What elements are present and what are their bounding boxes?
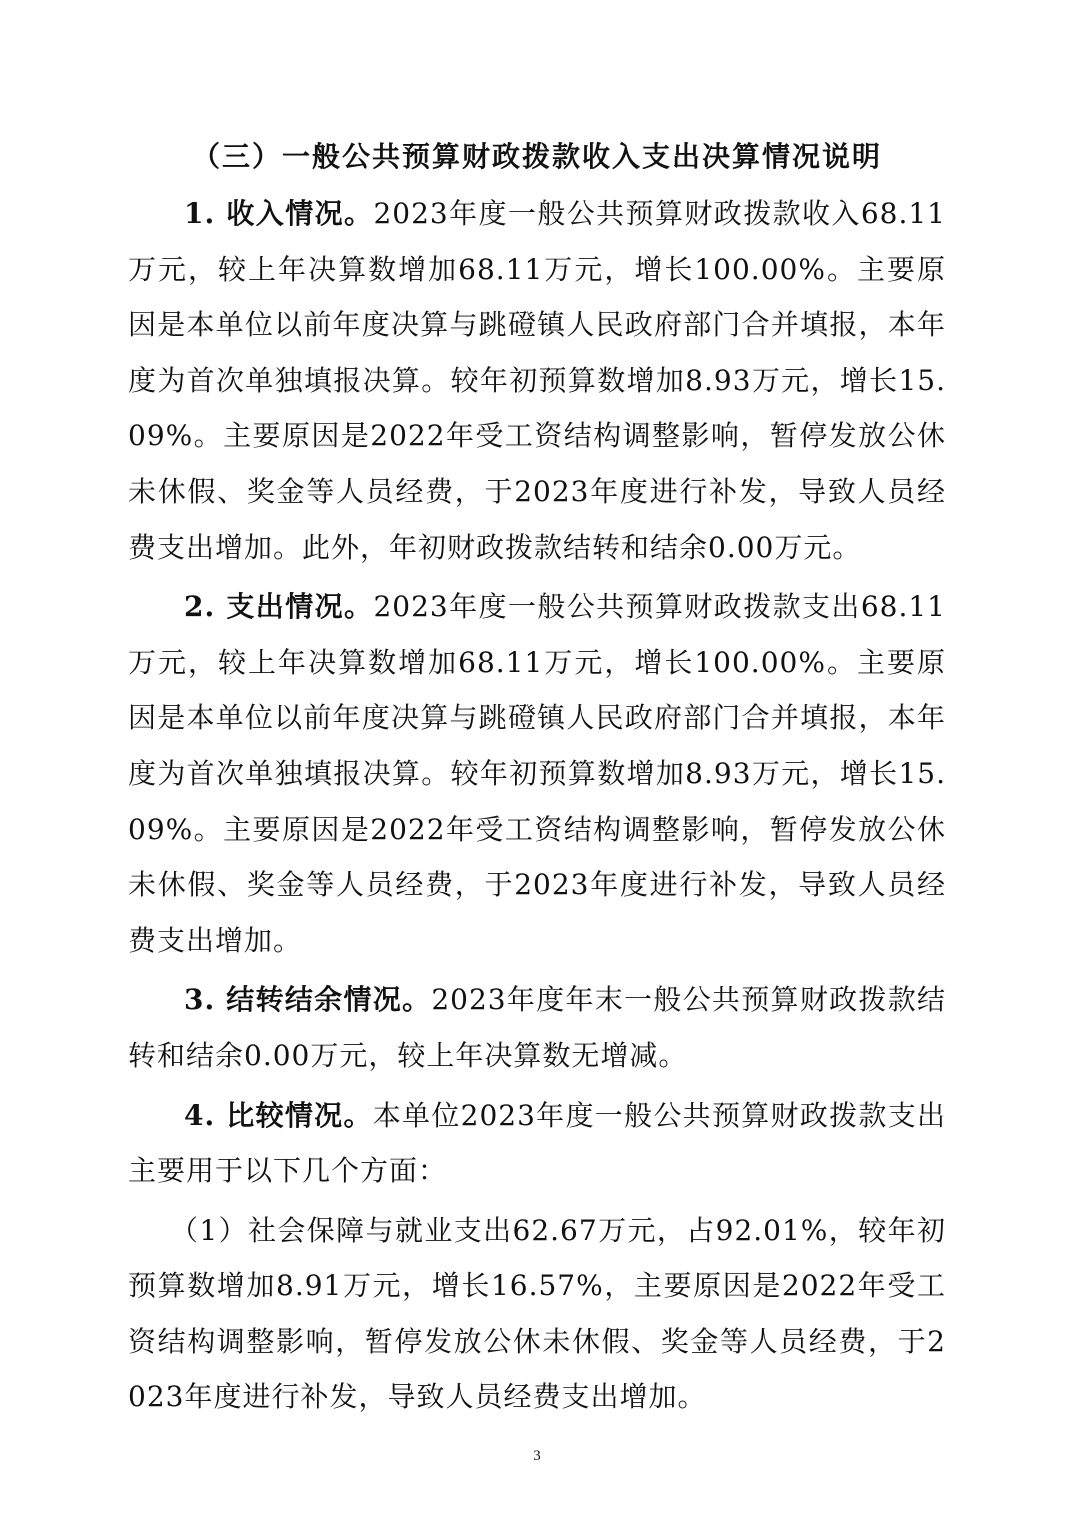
paragraph-body: 2023年度一般公共预算财政拨款收入68.11万元，较上年决算数增加68.11万元，增长100.00%。主要原因是本单位以前年度决算与跳磴镇人民政府部门合并填报，本年度为首次单独填报决算。较年初预算数增加8.93万元，增长15.09%。主要原因是2022年受工资结构调整影响，暂停发放公休未休假、奖金等人员经费，于2023年度进行补发，导致人员经费支出增加。此外，年初财政拨款结转和结余0.00万元。 [128, 197, 946, 564]
page-number: 3 [533, 1448, 541, 1464]
paragraph-income [128, 186, 946, 575]
paragraph-lead: 4. 比较情况。 [184, 1098, 373, 1132]
paragraph-body: 2023年度年末一般公共预算财政拨款结转和结余0.00万元，较上年决算数无增减。 [128, 983, 946, 1072]
paragraph-lead: 3. 结转结余情况。 [184, 983, 432, 1017]
paragraph-carryover [128, 972, 946, 1083]
paragraph-body: 2023年度一般公共预算财政拨款支出68.11万元，较上年决算数增加68.11万元，增长100.00%。主要原因是本单位以前年度决算与跳磴镇人民政府部门合并填报，本年度为首次单独填报决算。较年初预算数增加8.93万元，增长15.09%。主要原因是2022年受工资结构调整影响，暂停发放公休未休假、奖金等人员经费，于2023年度进行补发，导致人员经费支出增加。 [128, 590, 946, 957]
document-page [128, 133, 946, 1429]
paragraph-lead: 2. 支出情况。 [184, 590, 374, 624]
paragraph-lead: 1. 收入情况。 [184, 197, 374, 230]
paragraph-expenditure [128, 579, 946, 968]
paragraph-body: 本单位2023年度一般公共预算财政拨款支出主要用于以下几个方面： [128, 1098, 946, 1188]
section-title: （三）一般公共预算财政拨款收入支出决算情况说明 [191, 140, 882, 173]
paragraph-comparison [128, 1088, 946, 1199]
sub-item-social-security: （1）社会保障与就业支出62.67万元，占92.01%，较年初预算数增加8.91万元，增长16.57%，主要原因是2022年受工资结构调整影响，暂停发放公休未休假、奖金等人员经费，于2023年度进行补发，导致人员经费支出增加。 [128, 1213, 946, 1414]
